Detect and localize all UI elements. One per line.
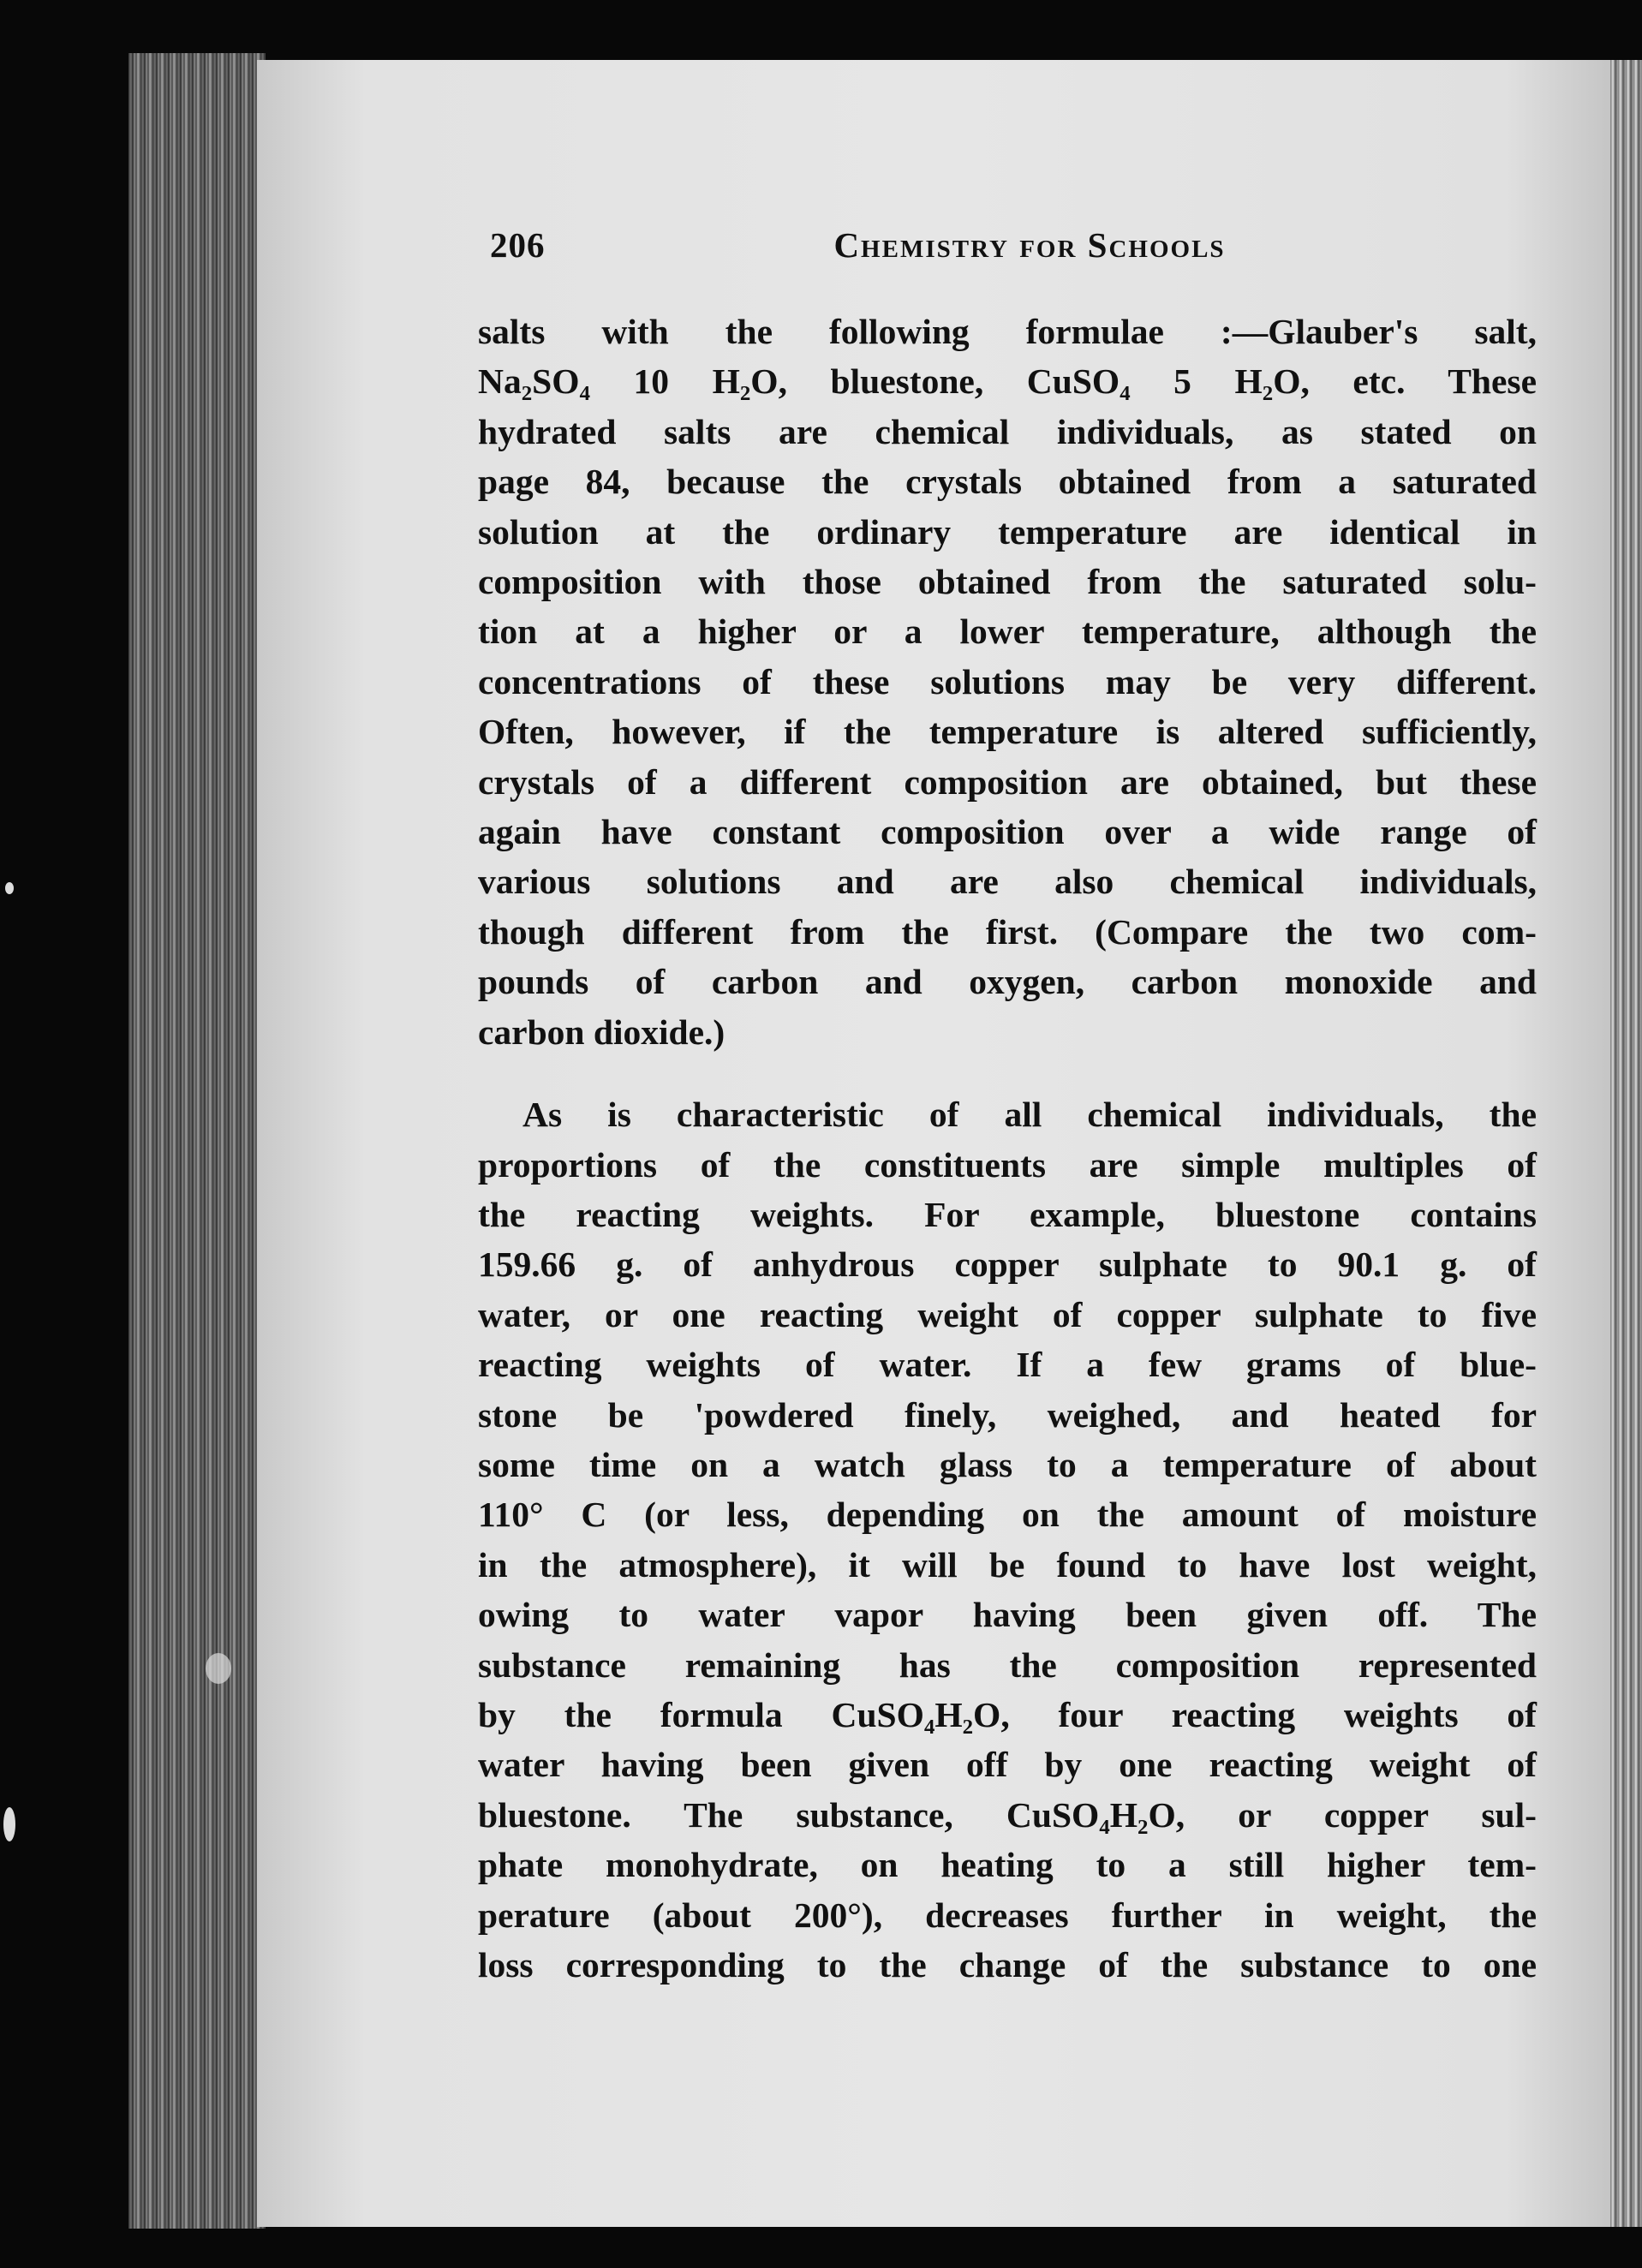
text-line: concentrations of these solutions may be very different. — [478, 661, 1537, 701]
text-line: pounds of carbon and oxygen, carbon monoxide and — [478, 962, 1537, 1002]
text-line: the reacting weights. For example, bluestone contains — [478, 1194, 1537, 1234]
text-line: substance remaining has the composition represented — [478, 1644, 1537, 1685]
scan-speck — [5, 882, 14, 894]
text-line: salts with the following formulae :—Glauber's salt, — [478, 312, 1537, 351]
text-line: crystals of a different composition are obtained, but these — [478, 761, 1537, 802]
text-line: 110° C (or less, depending on the amount of moisture — [478, 1495, 1537, 1535]
text-line: various solutions and are also chemical individuals, — [478, 862, 1537, 902]
paragraph-gap — [478, 1057, 1537, 1089]
text-line: reacting weights of water. If a few grams of blue- — [478, 1345, 1537, 1385]
text-line: perature (about 200°), decreases further in weight, the — [478, 1895, 1537, 1935]
text-line: owing to water vapor having been given off. The — [478, 1595, 1537, 1635]
text-line: by the formula CuSO₄H₂O, four reacting weights of — [478, 1694, 1537, 1734]
text-line: some time on a watch glass to a temperature of about — [478, 1444, 1537, 1484]
text-line: water, or one reacting weight of copper sulphate to five — [478, 1294, 1537, 1334]
text-line: hydrated salts are chemical individuals, as stated on — [478, 411, 1537, 451]
text-line: phate monohydrate, on heating to a still higher tem- — [478, 1845, 1537, 1885]
text-line: tion at a higher or a lower temperature, although the — [478, 612, 1537, 652]
text-line: proportions of the constituents are simple multiples of — [478, 1144, 1537, 1185]
text-line: Na₂SO₄ 10 H₂O, bluestone, CuSO₄ 5 H₂O, etc. These — [478, 361, 1537, 402]
text-line: Often, however, if the temperature is altered sufficiently, — [478, 712, 1537, 752]
paragraph-2 — [478, 1089, 1537, 1990]
text-line: As is characteristic of all chemical individuals, the — [522, 1095, 1537, 1135]
running-head: Chemistry for Schools — [833, 225, 1226, 265]
text-line: again have constant composition over a wide range of — [478, 812, 1537, 852]
text-line: in the atmosphere), it will be found to have lost weight, — [478, 1544, 1537, 1585]
text-line: 159.66 g. of anhydrous copper sulphate to 90.1 g. of — [478, 1244, 1537, 1285]
text-line: stone be 'powdered finely, weighed, and heated for — [478, 1394, 1537, 1435]
scan-speck — [206, 1653, 231, 1684]
text-line: solution at the ordinary temperature are identical in — [478, 511, 1537, 552]
page-number: 206 — [490, 225, 546, 265]
right-page-edge — [1610, 60, 1642, 2227]
text-line: though different from the first. (Compare the two com- — [478, 911, 1537, 952]
paragraph-1 — [478, 307, 1537, 1057]
text-line: page 84, because the crystals obtained from a saturated — [478, 462, 1537, 502]
page-header — [490, 224, 1535, 284]
text-line: carbon dioxide.) — [478, 1012, 725, 1052]
text-line: water having been given off by one reacting weight of — [478, 1745, 1537, 1785]
text-line: bluestone. The substance, CuSO₄H₂O, or copper sul- — [478, 1794, 1537, 1835]
book-page-edges — [128, 53, 266, 2229]
body-text — [478, 307, 1537, 1990]
scan-speck — [3, 1807, 15, 1841]
text-line: composition with those obtained from the saturated solu- — [478, 562, 1537, 602]
text-line: loss corresponding to the change of the substance to one — [478, 1945, 1537, 1984]
